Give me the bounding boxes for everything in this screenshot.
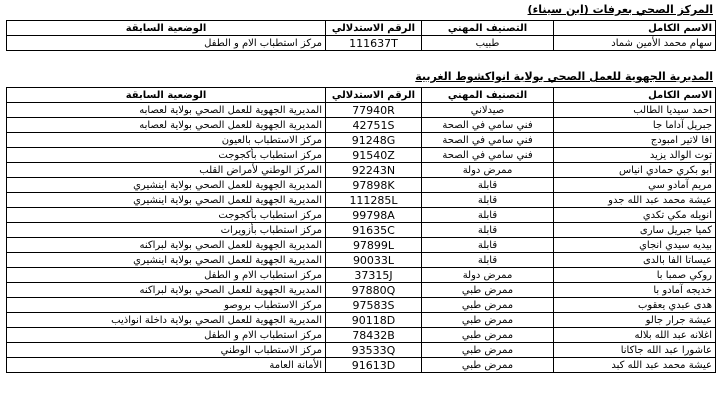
cell-reg-no: 97880Q bbox=[326, 283, 422, 298]
cell-previous: مركز استطباب بأكجوجت bbox=[7, 148, 326, 163]
cell-previous: المديرية الجهوية للعمل الصحي بولاية اينشيري bbox=[7, 178, 326, 193]
cell-name: خديجه آمادو با bbox=[554, 283, 716, 298]
cell-name: هدى عبدي يعقوب bbox=[554, 298, 716, 313]
cell-name: اغلانه عبد الله بلاله bbox=[554, 328, 716, 343]
table-row bbox=[7, 358, 716, 373]
cell-previous: مركز استطباب الام و الطفل bbox=[7, 268, 326, 283]
table-row bbox=[7, 163, 716, 178]
cell-classification: قابلة bbox=[422, 178, 554, 193]
section1-title: المركز الصحي بعرفات (ابن سيناء) bbox=[527, 3, 713, 16]
cell-reg-no: 91248G bbox=[326, 133, 422, 148]
cell-name: عيساتا الفا بالدى bbox=[554, 253, 716, 268]
cell-name: عاشورا عبد الله جاكانا bbox=[554, 343, 716, 358]
cell-reg-no: 93533Q bbox=[326, 343, 422, 358]
cell-previous: مركز استطباب بأزويرات bbox=[7, 223, 326, 238]
cell-name: روكي صمبا با bbox=[554, 268, 716, 283]
header-previous: الوضعية السابقة bbox=[7, 88, 326, 103]
cell-previous: المديرية الجهوية للعمل الصحي بولاية لبراكنه bbox=[7, 283, 326, 298]
cell-classification: قابلة bbox=[422, 193, 554, 208]
cell-classification: ممرض طبي bbox=[422, 313, 554, 328]
cell-reg-no: 91540Z bbox=[326, 148, 422, 163]
cell-name: عيشة محمد عبد الله كبد bbox=[554, 358, 716, 373]
cell-name: افا لاتير امبودج bbox=[554, 133, 716, 148]
cell-name: مريم آمادو سي bbox=[554, 178, 716, 193]
cell-previous: المديرية الجهوية للعمل الصحي بولاية اينشيري bbox=[7, 193, 326, 208]
cell-classification: فني سامي في الصحة bbox=[422, 148, 554, 163]
table-row bbox=[7, 283, 716, 298]
cell-reg-no: 90033L bbox=[326, 253, 422, 268]
cell-classification: قابلة bbox=[422, 223, 554, 238]
header-classification: التصنيف المهني bbox=[422, 21, 554, 36]
table-row bbox=[7, 253, 716, 268]
cell-previous: المديرية الجهوية للعمل الصحي بولاية لبراكنه bbox=[7, 238, 326, 253]
table-row bbox=[7, 223, 716, 238]
cell-reg-no: 111637T bbox=[326, 36, 422, 51]
cell-classification: ممرض طبي bbox=[422, 358, 554, 373]
table-header-row bbox=[7, 88, 716, 103]
cell-name: احمد سيديا الطالب bbox=[554, 103, 716, 118]
cell-name: سهام محمد الأمين شماد bbox=[554, 36, 716, 51]
cell-classification: صيدلاني bbox=[422, 103, 554, 118]
cell-previous: مركز استطباب الام و الطفل bbox=[7, 36, 326, 51]
cell-previous: الأمانة العامة bbox=[7, 358, 326, 373]
cell-name: جبريل آداما جا bbox=[554, 118, 716, 133]
table-row bbox=[7, 313, 716, 328]
cell-classification: قابلة bbox=[422, 238, 554, 253]
cell-reg-no: 77940R bbox=[326, 103, 422, 118]
cell-reg-no: 78432B bbox=[326, 328, 422, 343]
cell-name: كميا جبريل سارى bbox=[554, 223, 716, 238]
cell-classification: ممرض دولة bbox=[422, 268, 554, 283]
table-row bbox=[7, 208, 716, 223]
table-row bbox=[7, 36, 716, 51]
section2-rows bbox=[7, 103, 716, 373]
cell-previous: مركز الاستطباب بروصو bbox=[7, 298, 326, 313]
cell-name: عيشة محمد عبد الله جدو bbox=[554, 193, 716, 208]
table-row bbox=[7, 148, 716, 163]
cell-name: بيديه سيدي انجاي bbox=[554, 238, 716, 253]
cell-reg-no: 91635C bbox=[326, 223, 422, 238]
cell-previous: مركز الاستطباب الوطني bbox=[7, 343, 326, 358]
cell-previous: مركز استطباب بأكجوجت bbox=[7, 208, 326, 223]
cell-reg-no: 37315J bbox=[326, 268, 422, 283]
cell-name: عيشة جرار جالو bbox=[554, 313, 716, 328]
cell-classification: طبيب bbox=[422, 36, 554, 51]
cell-classification: قابلة bbox=[422, 208, 554, 223]
cell-classification: ممرض طبي bbox=[422, 298, 554, 313]
cell-reg-no: 111285L bbox=[326, 193, 422, 208]
table-row bbox=[7, 238, 716, 253]
section2-table bbox=[6, 87, 716, 373]
header-name: الاسم الكامل bbox=[554, 88, 716, 103]
cell-name: أبو بكري حمادي انياس bbox=[554, 163, 716, 178]
cell-reg-no: 99798A bbox=[326, 208, 422, 223]
cell-classification: ممرض طبي bbox=[422, 343, 554, 358]
cell-previous: المديرية الجهوية للعمل الصحي بولاية داخلة انواذيب bbox=[7, 313, 326, 328]
cell-previous: المديرية الجهوية للعمل الصحي بولاية اينشيري bbox=[7, 253, 326, 268]
cell-classification: ممرض طبي bbox=[422, 328, 554, 343]
cell-previous: المديرية الجهوية للعمل الصحي بولاية لعصابه bbox=[7, 118, 326, 133]
section1-table bbox=[6, 20, 716, 51]
table-row bbox=[7, 328, 716, 343]
cell-classification: ممرض دولة bbox=[422, 163, 554, 178]
table-row bbox=[7, 268, 716, 283]
cell-reg-no: 42751S bbox=[326, 118, 422, 133]
cell-reg-no: 92243N bbox=[326, 163, 422, 178]
cell-name: انويله مكي تكدي bbox=[554, 208, 716, 223]
table-row bbox=[7, 103, 716, 118]
cell-reg-no: 97898K bbox=[326, 178, 422, 193]
cell-previous: مركز استطباب الام و الطفل bbox=[7, 328, 326, 343]
cell-previous: المديرية الجهوية للعمل الصحي بولاية لعصابه bbox=[7, 103, 326, 118]
cell-previous: المركز الوطني لأمراض القلب bbox=[7, 163, 326, 178]
table-row bbox=[7, 178, 716, 193]
header-previous: الوضعية السابقة bbox=[7, 21, 326, 36]
cell-previous: مركز الاستطباب بالعيون bbox=[7, 133, 326, 148]
section1-rows bbox=[7, 36, 716, 51]
header-reg-no: الرقم الاستدلالي bbox=[326, 21, 422, 36]
header-reg-no: الرقم الاستدلالي bbox=[326, 88, 422, 103]
cell-classification: ممرض طبي bbox=[422, 283, 554, 298]
cell-reg-no: 97583S bbox=[326, 298, 422, 313]
header-classification: التصنيف المهني bbox=[422, 88, 554, 103]
cell-reg-no: 97899L bbox=[326, 238, 422, 253]
cell-reg-no: 91613D bbox=[326, 358, 422, 373]
section2-title: المديرية الجهوية للعمل الصحي بولاية انواكشوط الغربية bbox=[415, 70, 713, 83]
table-row bbox=[7, 193, 716, 208]
cell-classification: فني سامي في الصحة bbox=[422, 133, 554, 148]
table-row bbox=[7, 133, 716, 148]
cell-name: توت الوالد يزيد bbox=[554, 148, 716, 163]
cell-classification: فني سامي في الصحة bbox=[422, 118, 554, 133]
table-header-row bbox=[7, 21, 716, 36]
table-row bbox=[7, 118, 716, 133]
cell-reg-no: 90118D bbox=[326, 313, 422, 328]
table-row bbox=[7, 298, 716, 313]
header-name: الاسم الكامل bbox=[554, 21, 716, 36]
table-row bbox=[7, 343, 716, 358]
cell-classification: قابلة bbox=[422, 253, 554, 268]
